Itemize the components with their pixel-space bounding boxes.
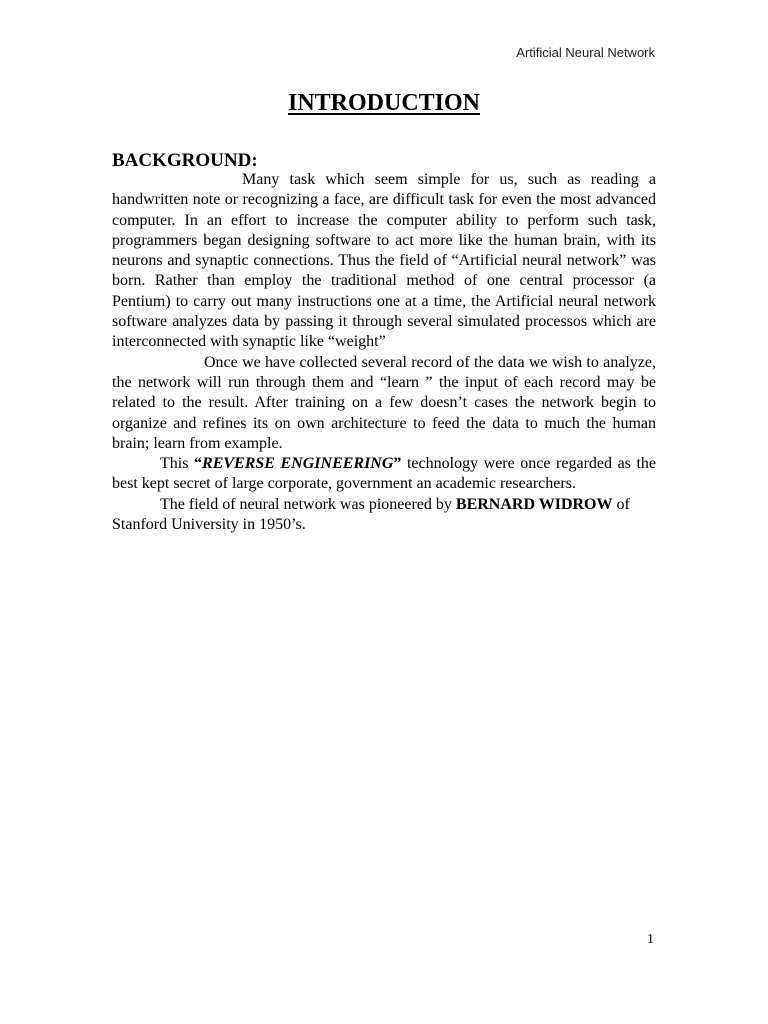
- page-number: 1: [647, 932, 654, 947]
- paragraph-4: [112, 495, 656, 536]
- page-title: [0, 90, 768, 117]
- paragraph-1: Many task which seem simple for us, such as reading a handwritten note or recognizing a face, are difficult task for even the most advanced computer. In an effort to increase the computer ability to perform such task, programmers began designing software to act more like the human brain, with its neurons and synaptic connections. Thus the field of “Artificial neural network” was born. Rather than employ the traditional method of one central processor (a Pentium) to carry out many instructions one at a time, the Artificial neural network software analyzes data by passing it through several simulated processos which are interconnected with synaptic like “weight”: [112, 171, 656, 351]
- paragraph-4-lead: The field of neural network was pioneered by: [160, 495, 456, 513]
- paragraph-2: Once we have collected several record of the data we wish to analyze, the network will run through them and “learn ” the input of each record may be related to the result. After training on a few doesn’t cases the network begin to organize and refines its on own architecture to feed the data to much the human brain; learn from example.: [112, 353, 656, 452]
- pioneer-name: BERNARD WIDROW: [455, 495, 613, 513]
- running-header: Artificial Neural Network: [516, 45, 655, 60]
- paragraph-3: [112, 454, 656, 495]
- page-title-text: INTRODUCTION: [287, 90, 481, 116]
- paragraph-4-rest: of Stanford University in 1950’s.: [112, 495, 630, 534]
- paragraph-3-lead: This: [160, 455, 195, 473]
- close-quote: ”: [393, 455, 402, 473]
- paragraph-3-rest: technology were once regarded as the best kept secret of large corporate, government an academic researchers.: [112, 455, 657, 493]
- section-heading: BACKGROUND:: [112, 150, 258, 171]
- emphasized-term: REVERSE ENGINEERING: [202, 455, 394, 473]
- body-text: [112, 170, 656, 535]
- open-quote: “: [194, 455, 203, 473]
